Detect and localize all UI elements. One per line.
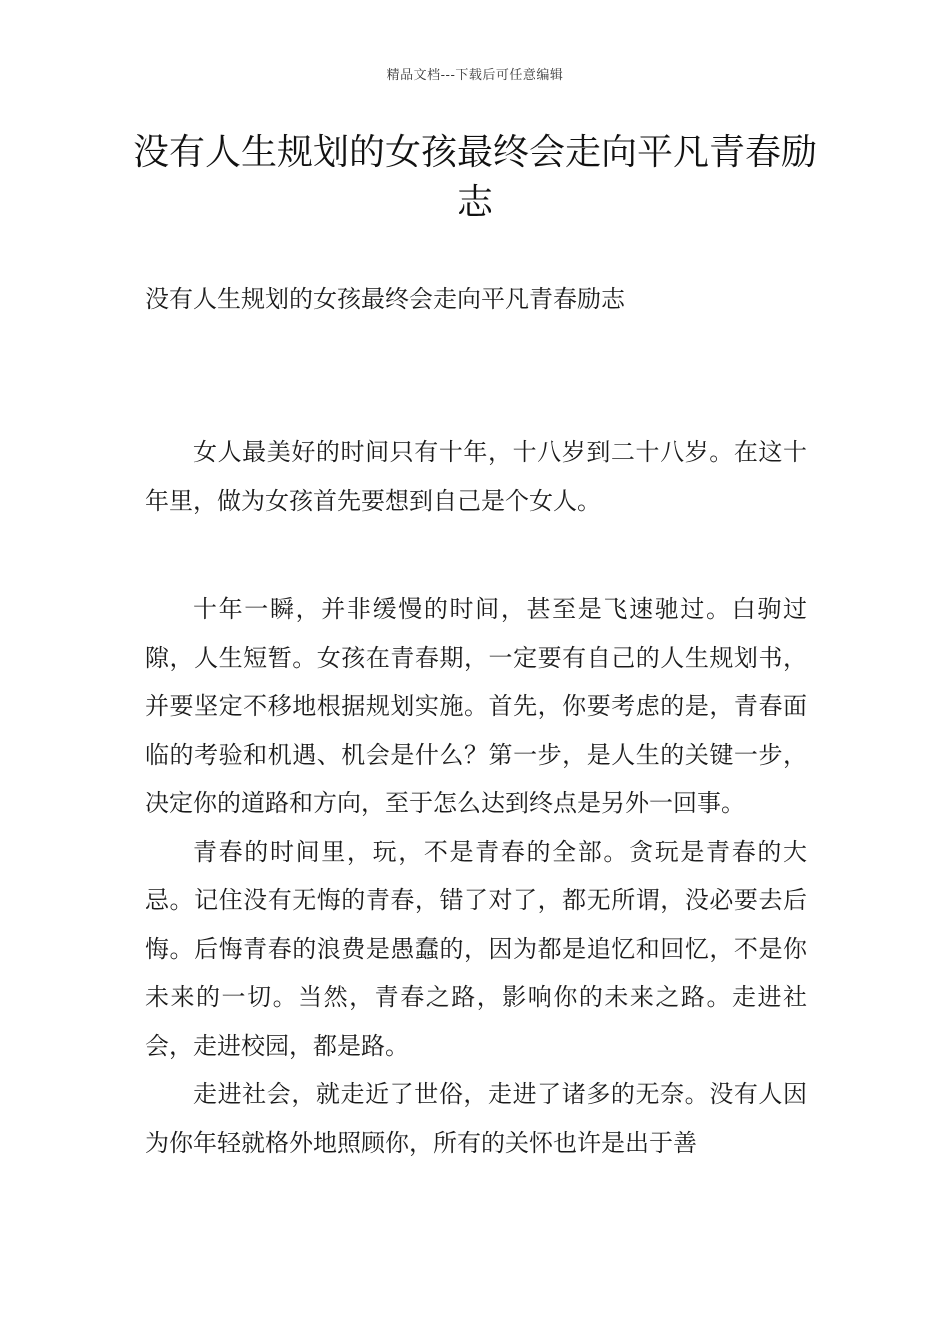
header-note: 精品文档---下载后可任意编辑 bbox=[386, 68, 564, 83]
document-title: 没有人生规划的女孩最终会走向平凡青春励志 bbox=[132, 132, 817, 223]
document-body bbox=[145, 428, 807, 1167]
paragraph: 走进社会，就走近了世俗，走进了诸多的无奈。没有人因为你年轻就格外地照顾你，所有的关怀也许是出于善 bbox=[145, 1080, 807, 1157]
paragraph: 十年一瞬，并非缓慢的时间，甚至是飞速驰过。白驹过隙，人生短暂。女孩在青春期，一定要有自己的人生规划书，并要坚定不移地根据规划实施。首先，你要考虑的是，青春面临的考验和机遇、机会是什么？第一步，是人生的关键一步，决定你的道路和方向，至于怎么达到终点是另外一回事。 bbox=[145, 595, 807, 817]
paragraph: 女人最美好的时间只有十年，十八岁到二十八岁。在这十年里，做为女孩首先要想到自己是个女人。 bbox=[145, 438, 807, 515]
paragraph: 青春的时间里，玩，不是青春的全部。贪玩是青春的大忌。记住没有无悔的青春，错了对了，都无所谓，没必要去后悔。后悔青春的浪费是愚蠢的，因为都是追忆和回忆，不是你未来的一切。当然，青春之路，影响你的未来之路。走进社会，走进校园，都是路。 bbox=[145, 837, 807, 1060]
document-subtitle: 没有人生规划的女孩最终会走向平凡青春励志 bbox=[145, 285, 625, 313]
